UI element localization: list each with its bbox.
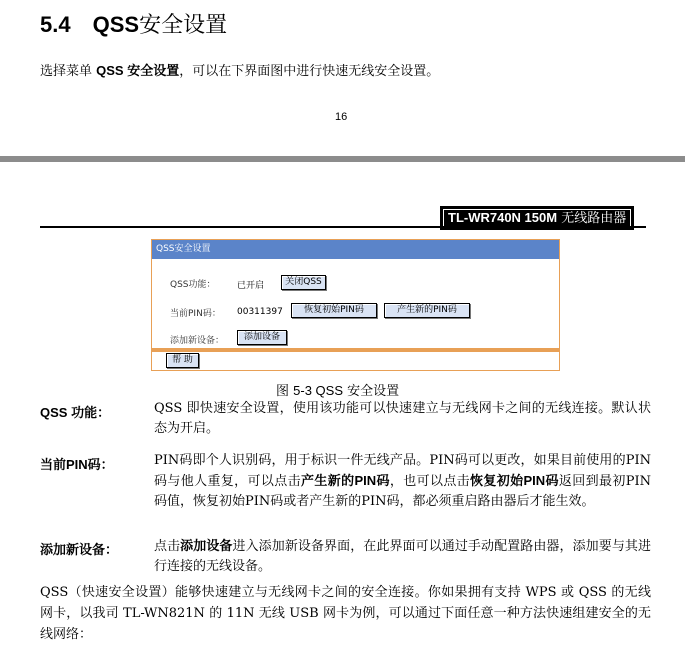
header-product: 无线路由器 <box>557 211 627 226</box>
intro-paragraph <box>40 60 439 79</box>
page-number: 16 <box>335 111 348 123</box>
definition-text-qss: QSS 即快速安全设置，使用该功能可以快速建立与无线网卡之间的无线连接。默认状态为开启。 <box>154 401 651 436</box>
definition-term-qss <box>40 402 110 421</box>
help-button[interactable]: 帮 助 <box>166 353 199 368</box>
intro-menu-name: QSS 安全设置 <box>96 63 180 78</box>
term-current-pin: 当前PIN码： <box>40 457 114 472</box>
add-device-text-b: 进入添加新设备界面，在此界面可以通过手动配置路由器，添加要与其进行连接的无线设备。 <box>154 539 651 574</box>
pin-bold-new-pin: 产生新的PIN码 <box>301 473 390 488</box>
add-device-bold: 添加设备 <box>180 538 233 553</box>
definition-text-add-device <box>154 536 651 577</box>
intro-suffix: ，可以在下界面图中进行快速无线安全设置。 <box>179 64 440 79</box>
caption-suffix: 安全设置 <box>343 384 400 399</box>
term-qss-function: QSS 功能： <box>40 405 111 420</box>
caption-number: 5-3 QSS <box>293 383 343 398</box>
panel-title: QSS安全设置 <box>152 240 559 259</box>
close-qss-button[interactable]: 关闭QSS <box>281 275 326 290</box>
intro-prefix: 选择菜单 <box>40 64 97 79</box>
restore-pin-button[interactable]: 恢复初始PIN码 <box>291 303 377 318</box>
definition-term-pin <box>40 454 114 473</box>
definition-term-add-device <box>40 539 118 558</box>
panel-footer-bar <box>152 348 559 352</box>
pin-value: 00311397 <box>237 307 283 317</box>
conclusion-paragraph: QSS（快速安全设置）能够快速建立与无线网卡之间的安全连接。你如果拥有支持 WPS 或 QSS 的无线网卡，以我司 TL-WN821N 的 11N 无线 USB 网卡为例，可以通过下面任意一种方法快速组建安全的无线网络： <box>40 585 651 642</box>
section-title-cn: 安全设置 <box>139 13 228 38</box>
header-model: TL-WR740N 150M <box>448 210 558 225</box>
pin-bold-restore-pin: 恢复初始PIN码 <box>470 473 559 488</box>
qss-status-value: 已开启 <box>237 281 265 291</box>
header-rule <box>40 226 646 228</box>
section-number: 5.4 <box>40 12 71 37</box>
add-device-button[interactable]: 添加设备 <box>237 330 287 345</box>
pin-label: 当前PIN码： <box>170 309 221 319</box>
pin-text-b: ，也可以点击 <box>389 474 471 489</box>
section-heading <box>40 8 227 39</box>
term-add-device: 添加新设备： <box>40 543 119 558</box>
pin-text-c: 返回到最初PIN码值，恢复初始PIN码或者产生新的PIN码，都必须重启路由器后才能生效。 <box>154 474 651 509</box>
add-device-label: 添加新设备： <box>170 336 225 346</box>
section-title-latin: QSS <box>92 12 140 37</box>
add-device-text-a: 点击 <box>154 539 181 554</box>
page-separator <box>0 156 685 162</box>
qss-settings-panel <box>151 239 560 371</box>
caption-prefix: 图 <box>276 384 294 399</box>
qss-function-label: QSS功能： <box>170 280 216 290</box>
figure-caption <box>276 380 399 399</box>
generate-new-pin-button[interactable]: 产生新的PIN码 <box>384 303 470 318</box>
definition-text-pin <box>154 451 651 512</box>
pin-text-a: PIN码即个人识别码，用于标识一件无线产品。PIN码可以更改，如果目前使用的PIN码与他人重复，可以点击 <box>154 453 651 489</box>
